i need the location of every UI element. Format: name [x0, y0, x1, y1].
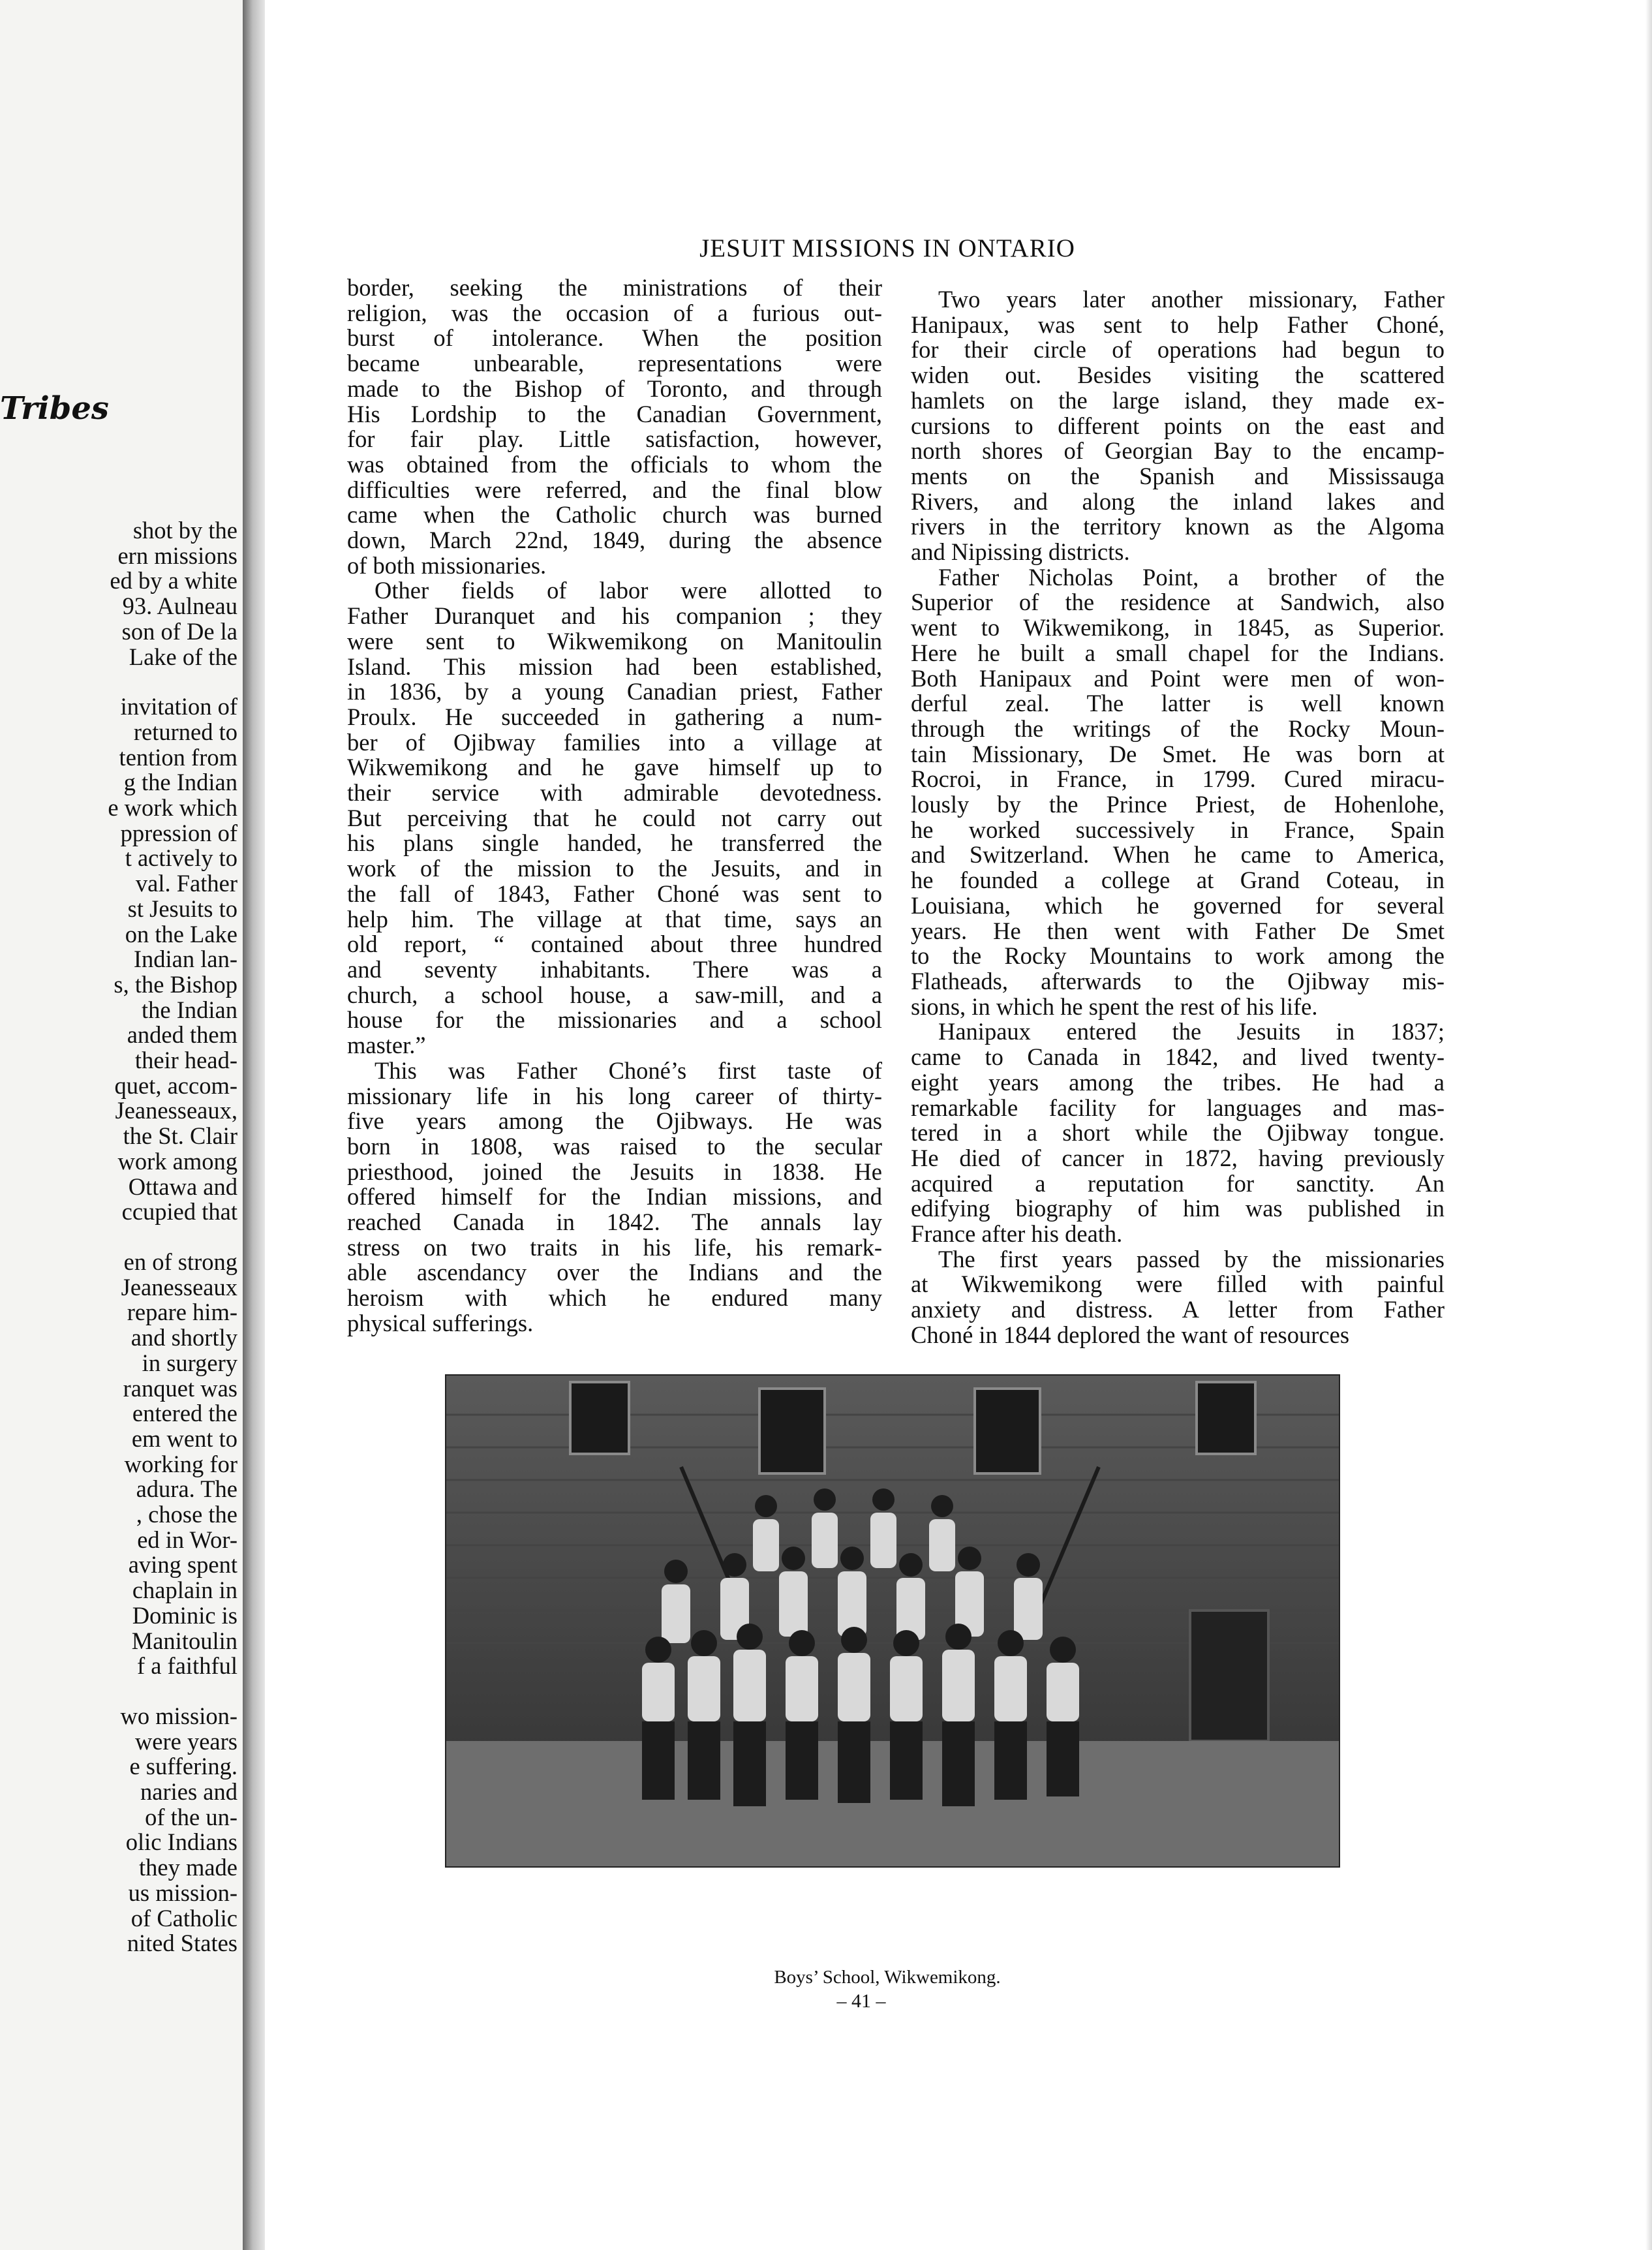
- text-line: for their circle of operations had begun to: [911, 336, 1445, 363]
- paragraph: [911, 565, 1445, 1020]
- page-edge: [1645, 0, 1652, 2250]
- facing-page-line: e suffering.: [129, 1753, 237, 1780]
- photo-caption: Boys’ School, Wikwemikong.: [774, 1967, 1001, 1988]
- paragraph: [347, 578, 882, 1058]
- facing-page-line: em went to: [131, 1425, 237, 1452]
- text-line: Rivers, and along the inland lakes and: [911, 487, 1445, 515]
- facing-page-text: [108, 518, 237, 1956]
- facing-page-line: son of De la: [121, 617, 237, 645]
- text-line: were sent to Wikwemikong on Manitoulin: [347, 627, 882, 655]
- text-line: His Lordship to the Canadian Government,: [347, 400, 882, 427]
- text-line: Proulx. He succeeded in gathering a num-: [347, 703, 882, 730]
- text-line: five years among the Ojibways. He was: [347, 1107, 882, 1135]
- text-line: stress on two traits in his life, his remark-: [347, 1233, 882, 1261]
- text-line: church, a school house, a saw-mill, and a: [347, 981, 882, 1008]
- text-line: This was Father Choné’s first taste of: [375, 1056, 882, 1084]
- facing-page-line: ppression of: [120, 819, 237, 846]
- facing-page-line: 93. Aulneau: [122, 593, 237, 620]
- text-line: and Nipissing districts.: [911, 538, 1130, 566]
- text-line: hamlets on the large island, they made ex-: [911, 386, 1445, 414]
- facing-page-line: aving spent: [128, 1551, 237, 1579]
- text-line: born in 1808, was raised to the secular: [347, 1132, 882, 1160]
- text-line: house for the missionaries and a school: [347, 1006, 882, 1034]
- facing-page-line: Ottawa and: [128, 1173, 237, 1200]
- text-line: master.”: [347, 1032, 426, 1059]
- school-photograph: [445, 1374, 1340, 1868]
- text-line: Hanipaux entered the Jesuits in 1837;: [938, 1018, 1445, 1045]
- text-line: burst of intolerance. When the position: [347, 324, 882, 352]
- text-line: came to Canada in 1842, and lived twenty-: [911, 1043, 1445, 1071]
- text-line: Hanipaux, was sent to help Father Choné,: [911, 311, 1445, 338]
- text-line: ber of Ojibway families into a village at: [347, 728, 882, 756]
- text-line: physical sufferings.: [347, 1309, 534, 1336]
- text-line: of both missionaries.: [347, 551, 547, 579]
- text-line: lously by the Prince Priest, de Hohenlohe,: [911, 791, 1445, 818]
- text-line: Both Hanipaux and Point were men of won-: [911, 664, 1445, 692]
- facing-page-line: nited States: [127, 1930, 237, 1957]
- book-gutter-shadow: [243, 0, 265, 2250]
- facing-page-line: g the Indian: [123, 769, 237, 796]
- text-line: for fair play. Little satisfaction, however,: [347, 425, 882, 453]
- text-line: able ascendancy over the Indians and the: [347, 1259, 882, 1286]
- facing-page-line: Dominic is: [132, 1601, 237, 1629]
- page-number: – 41 –: [836, 1990, 886, 2012]
- text-line: he worked successively in France, Spain: [911, 816, 1445, 843]
- text-line: ments on the Spanish and Mississauga: [911, 462, 1445, 489]
- text-line: to the Rocky Mountains to work among the: [911, 942, 1445, 970]
- facing-page-line: of Catholic: [130, 1904, 237, 1932]
- text-line: anxiety and distress. A letter from Father: [911, 1296, 1445, 1323]
- text-line: his plans single handed, he transferred the: [347, 829, 882, 857]
- facing-page-line: shot by the: [132, 517, 237, 544]
- facing-page-line: , chose the: [136, 1501, 237, 1528]
- text-line: religion, was the occasion of a furious out-: [347, 299, 882, 326]
- facing-page-line: working for: [124, 1450, 237, 1477]
- text-line: old report, “ contained about three hundred: [347, 931, 882, 958]
- facing-page-line: and shortly: [130, 1324, 237, 1351]
- text-line: went to Wikwemikong, in 1845, as Superior.: [911, 614, 1445, 641]
- facing-page-line: val. Father: [135, 870, 237, 897]
- text-line: help him. The village at that time, says an: [347, 905, 882, 932]
- text-line: made to the Bishop of Toronto, and through: [347, 375, 882, 402]
- facing-page-line: wo mission-: [120, 1702, 237, 1729]
- facing-page-line: us mission-: [128, 1879, 237, 1906]
- text-line: edifying biography of him was published in: [911, 1195, 1445, 1222]
- facing-page: [0, 0, 243, 2250]
- text-line: down, March 22nd, 1849, during the absence: [347, 527, 882, 554]
- text-line: their service with admirable devotedness.: [347, 779, 882, 807]
- text-line: and seventy inhabitants. There was a: [347, 955, 882, 983]
- facing-page-line: Jeanesseaux: [121, 1273, 237, 1301]
- text-line: heroism with which he endured many: [347, 1284, 882, 1312]
- text-line: years. He then went with Father De Smet: [911, 917, 1445, 944]
- text-line: Louisiana, which he governed for several: [911, 891, 1445, 919]
- text-line: cursions to different points on the east and: [911, 412, 1445, 439]
- text-line: Father Duranquet and his companion ; they: [347, 602, 882, 630]
- text-line: Here he built a small chapel for the Indians.: [911, 639, 1445, 666]
- text-line: remarkable facility for languages and mas-: [911, 1094, 1445, 1121]
- paragraph: [347, 275, 882, 578]
- text-line: Rocroi, in France, in 1799. Cured miracu-: [911, 765, 1445, 793]
- facing-page-line: anded them: [127, 1021, 237, 1049]
- facing-page-line: of the un-: [145, 1803, 237, 1830]
- text-line: difficulties were referred, and the final blow: [347, 476, 882, 503]
- text-line: in 1836, by a young Canadian priest, Father: [347, 678, 882, 705]
- text-line: the fall of 1843, Father Choné was sent to: [347, 880, 882, 907]
- text-line: work of the mission to the Jesuits, and in: [347, 855, 882, 882]
- paragraph: [911, 287, 1445, 565]
- text-line: offered himself for the Indian missions, and: [347, 1183, 882, 1210]
- photograph-image: [446, 1376, 1339, 1866]
- text-line: at Wikwemikong were filled with painful: [911, 1271, 1445, 1298]
- text-line: widen out. Besides visiting the scattered: [911, 362, 1445, 389]
- facing-page-line: their head-: [134, 1047, 237, 1074]
- facing-page-line: adura. The: [136, 1475, 237, 1503]
- facing-page-line: work among: [117, 1147, 237, 1175]
- text-line: and Switzerland. When he came to America,: [911, 841, 1445, 869]
- facing-page-line: e work which: [108, 794, 237, 822]
- text-column-right: [911, 287, 1445, 1348]
- text-line: he founded a college at Grand Coteau, in: [911, 867, 1445, 894]
- facing-page-line: returned to: [133, 718, 237, 745]
- text-line: He died of cancer in 1872, having previously: [911, 1144, 1445, 1171]
- facing-page-line: Manitoulin: [131, 1627, 237, 1654]
- facing-page-line: the St. Clair: [123, 1122, 237, 1150]
- facing-page-line: repare him-: [127, 1299, 237, 1326]
- facing-page-line: en of strong: [123, 1248, 237, 1275]
- text-line: Island. This mission had been established,: [347, 653, 882, 680]
- facing-page-line: Jeanesseaux,: [115, 1097, 237, 1124]
- running-head: JESUIT MISSIONS IN ONTARIO: [699, 234, 1075, 262]
- facing-page-line: tention from: [119, 743, 237, 771]
- facing-page-line: ranquet was: [123, 1374, 237, 1402]
- paragraph: [911, 1247, 1445, 1348]
- text-line: tered in a short while the Ojibway tongue.: [911, 1119, 1445, 1147]
- facing-page-heading: Tribes: [0, 390, 109, 427]
- text-line: But perceiving that he could not carry out: [347, 804, 882, 831]
- text-line: border, seeking the ministrations of their: [347, 274, 882, 301]
- facing-page-line: f a faithful: [136, 1652, 237, 1680]
- facing-page-line: quet, accom-: [114, 1071, 237, 1099]
- facing-page-line: st Jesuits to: [127, 895, 237, 922]
- text-line: reached Canada in 1842. The annals lay: [347, 1209, 882, 1236]
- text-line: north shores of Georgian Bay to the encamp-: [911, 437, 1445, 465]
- text-line: Superior of the residence at Sandwich, also: [911, 589, 1445, 616]
- text-line: Choné in 1844 deplored the want of resources: [911, 1321, 1350, 1348]
- facing-page-line: Indian lan-: [133, 946, 237, 973]
- text-line: France after his death.: [911, 1220, 1123, 1248]
- facing-page-line: chaplain in: [132, 1577, 237, 1604]
- facing-page-line: naries and: [140, 1778, 237, 1806]
- text-line: through the writings of the Rocky Moun-: [911, 715, 1445, 742]
- text-line: derful zeal. The latter is well known: [911, 690, 1445, 717]
- facing-page-line: invitation of: [120, 693, 237, 720]
- text-line: eight years among the tribes. He had a: [911, 1068, 1445, 1096]
- facing-page-line: they made: [138, 1854, 237, 1881]
- text-line: Two years later another missionary, Father: [938, 286, 1445, 313]
- facing-page-line: in surgery: [142, 1349, 237, 1376]
- facing-page-line: olic Indians: [125, 1828, 237, 1856]
- facing-page-line: ed by a white: [110, 567, 237, 594]
- text-line: The first years passed by the missionaries: [938, 1245, 1445, 1272]
- text-line: sions, in which he spent the rest of his life.: [911, 993, 1318, 1020]
- text-line: Wikwemikong and he gave himself up to: [347, 754, 882, 781]
- facing-page-line: were years: [134, 1727, 237, 1755]
- text-line: came when the Catholic church was burned: [347, 501, 882, 529]
- text-line: became unbearable, representations were: [347, 350, 882, 377]
- facing-page-line: the Indian: [142, 996, 237, 1023]
- text-column-left: [347, 275, 882, 1336]
- facing-page-line: s, the Bishop: [114, 970, 237, 998]
- facing-page-line: t actively to: [125, 844, 237, 872]
- paragraph: [347, 1058, 882, 1336]
- text-line: priesthood, joined the Jesuits in 1838. He: [347, 1158, 882, 1185]
- text-line: missionary life in his long career of thirty-: [347, 1082, 882, 1109]
- text-line: was obtained from the officials to whom the: [347, 450, 882, 478]
- text-line: Father Nicholas Point, a brother of the: [938, 563, 1445, 591]
- text-line: tain Missionary, De Smet. He was born at: [911, 740, 1445, 767]
- text-line: Flatheads, afterwards to the Ojibway mis-: [911, 967, 1445, 994]
- facing-page-line: on the Lake: [125, 920, 237, 948]
- facing-page-line: Lake of the: [129, 643, 237, 670]
- facing-page-line: ed in Wor-: [137, 1526, 237, 1553]
- text-line: Other fields of labor were allotted to: [375, 577, 882, 604]
- facing-page-line: ern missions: [117, 542, 237, 569]
- text-line: rivers in the territory known as the Algoma: [911, 513, 1445, 540]
- paragraph: [911, 1019, 1445, 1246]
- facing-page-line: entered the: [132, 1400, 237, 1427]
- text-line: acquired a reputation for sanctity. An: [911, 1169, 1445, 1197]
- facing-page-line: ccupied that: [121, 1198, 237, 1225]
